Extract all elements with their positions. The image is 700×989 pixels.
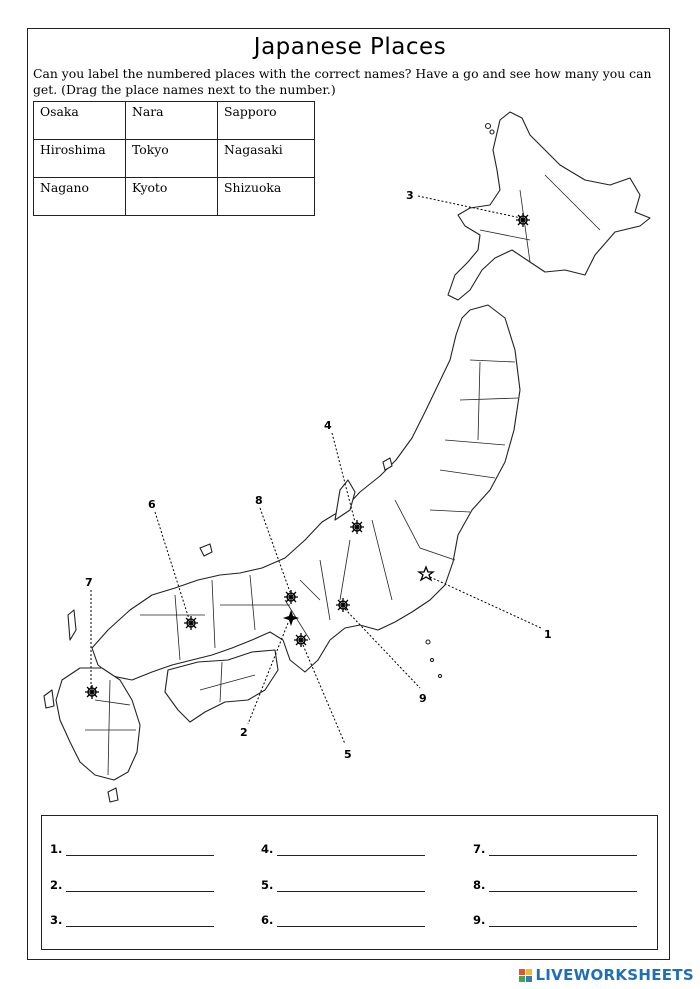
kyushu-island xyxy=(56,668,140,780)
liveworksheets-logo-icon xyxy=(519,969,532,982)
instructions-text: Can you label the numbered places with the correct names? Have a go and see how many you can get. (Drag the place names next to the number.) xyxy=(33,66,652,97)
answer-slot-5[interactable]: 5. xyxy=(261,878,425,892)
answer-line[interactable] xyxy=(489,843,637,856)
city-marker-8 xyxy=(284,590,298,604)
place-name-cell[interactable]: Tokyo xyxy=(126,140,218,178)
worksheet-title: Japanese Places xyxy=(253,34,447,60)
place-name-cell[interactable]: Sapporo xyxy=(218,102,315,140)
map-label-2: 2 xyxy=(240,726,248,739)
answer-slot-3[interactable]: 3. xyxy=(50,913,214,927)
map-label-4: 4 xyxy=(324,419,332,432)
city-marker-9 xyxy=(336,598,350,612)
answer-slot-9[interactable]: 9. xyxy=(473,913,637,927)
answer-slot-4[interactable]: 4. xyxy=(261,842,425,856)
place-name-cell[interactable]: Shizuoka xyxy=(218,178,315,216)
answer-slot-2[interactable]: 2. xyxy=(50,878,214,892)
honshu-island xyxy=(92,305,520,680)
place-name-cell[interactable]: Nagano xyxy=(34,178,126,216)
map-label-5: 5 xyxy=(344,748,352,761)
map-label-6: 6 xyxy=(148,498,156,511)
answer-slot-8[interactable]: 8. xyxy=(473,878,637,892)
city-marker-6 xyxy=(184,616,198,630)
place-name-cell[interactable]: Hiroshima xyxy=(34,140,126,178)
map-label-8: 8 xyxy=(255,494,263,507)
place-name-cell[interactable]: Nagasaki xyxy=(218,140,315,178)
answer-line[interactable] xyxy=(277,843,425,856)
answer-line[interactable] xyxy=(66,843,214,856)
map-label-3: 3 xyxy=(406,189,414,202)
answer-slot-6[interactable]: 6. xyxy=(261,913,425,927)
map-label-1: 1 xyxy=(544,628,552,641)
answer-line[interactable] xyxy=(489,914,637,927)
city-marker-3 xyxy=(516,213,530,227)
liveworksheets-brand xyxy=(519,966,694,984)
hokkaido-island xyxy=(448,112,650,300)
answer-line[interactable] xyxy=(277,879,425,892)
map-label-9: 9 xyxy=(419,692,427,705)
place-name-cell[interactable]: Nara xyxy=(126,102,218,140)
place-name-cell[interactable]: Kyoto xyxy=(126,178,218,216)
answer-line[interactable] xyxy=(66,879,214,892)
city-marker-5 xyxy=(294,633,308,647)
answer-line[interactable] xyxy=(277,914,425,927)
answer-line[interactable] xyxy=(66,914,214,927)
answer-slot-1[interactable]: 1. xyxy=(50,842,214,856)
city-marker-4 xyxy=(350,520,364,534)
answer-line[interactable] xyxy=(489,879,637,892)
place-name-cell[interactable]: Osaka xyxy=(34,102,126,140)
city-marker-7 xyxy=(85,685,99,699)
answer-slot-7[interactable]: 7. xyxy=(473,842,637,856)
brand-text: LIVEWORKSHEETS xyxy=(535,966,694,984)
map-label-7: 7 xyxy=(85,576,93,589)
